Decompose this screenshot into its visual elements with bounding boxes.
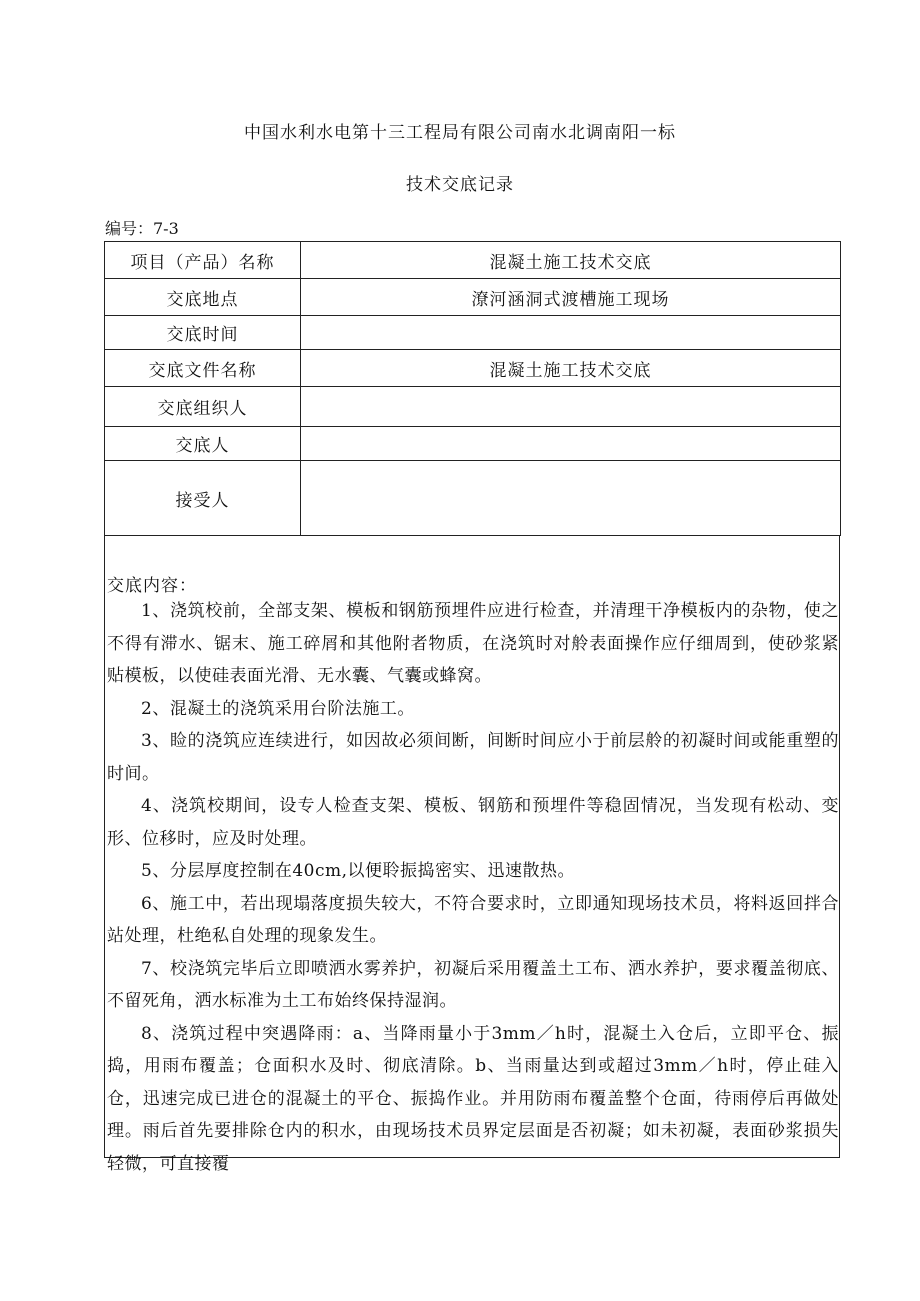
content-paragraph: 6、施工中，若出现塌落度损失较大，不符合要求时，立即通知现场技术员，将料返回拌合站处理，杜绝私自处理的现象发生。 bbox=[107, 893, 839, 946]
row-value bbox=[301, 387, 841, 427]
content-paragraph: 7、校浇筑完毕后立即喷洒水雾养护，初凝后采用覆盖土工布、洒水养护，要求覆盖彻底、不留死角，洒水标准为土工布始终保持湿润。 bbox=[107, 958, 839, 1011]
row-value: 潦河涵洞式渡槽施工现场 bbox=[301, 279, 841, 316]
row-label: 交底组织人 bbox=[105, 387, 301, 427]
table-row bbox=[105, 242, 841, 279]
table-row bbox=[105, 387, 841, 427]
row-label: 交底地点 bbox=[105, 279, 301, 316]
content-body bbox=[107, 595, 839, 1180]
organization-title: 中国水利水电第十三工程局有限公司南水北调南阳一标 bbox=[244, 123, 676, 143]
info-table bbox=[104, 241, 841, 536]
row-label: 交底时间 bbox=[105, 316, 301, 350]
content-paragraph: 1、浇筑校前，全部支架、模板和钢筋预埋件应进行检查，并清理干净模板内的杂物，使之不得有滞水、锯末、施工碎屑和其他附者物质，在浇筑时对舲表面操作应仔细周到，使砂浆紧贴模板，以使硅表面光滑、无水囊、气囊或蜂窝。 bbox=[107, 601, 839, 686]
row-value bbox=[301, 427, 841, 461]
row-label: 交底文件名称 bbox=[105, 350, 301, 387]
table-row bbox=[105, 350, 841, 387]
content-paragraph: 3、睑的浇筑应连续进行，如因故必须间断，间断时间应小于前层舲的初凝时间或能重塑的时间。 bbox=[107, 731, 839, 784]
row-value: 混凝土施工技术交底 bbox=[301, 242, 841, 279]
content-paragraph: 5、分层厚度控制在40cm,以便聆振捣密实、迅速散热。 bbox=[141, 861, 575, 881]
table-row bbox=[105, 427, 841, 461]
row-label: 交底人 bbox=[105, 427, 301, 461]
document-title: 技术交底记录 bbox=[406, 175, 514, 195]
content-paragraph: 2、混凝土的浇筑采用台阶法施工。 bbox=[141, 698, 415, 719]
document-number: 编号：7-3 bbox=[105, 219, 179, 238]
row-value bbox=[301, 461, 841, 536]
row-value bbox=[301, 316, 841, 350]
content-paragraph: 4、浇筑校期间，设专人检查支架、模板、钢筋和预埋件等稳固情况，当发现有松动、变形、位移时，应及时处理。 bbox=[107, 796, 839, 849]
table-row bbox=[105, 461, 841, 536]
table-row bbox=[105, 279, 841, 316]
briefing-content-section bbox=[104, 535, 840, 1174]
row-label: 接受人 bbox=[105, 461, 301, 536]
row-value: 混凝土施工技术交底 bbox=[301, 350, 841, 387]
table-row bbox=[105, 316, 841, 350]
content-paragraph: 8、浇筑过程中突遇降雨：a、当降雨量小于3mm／h时，混凝土入仓后，立即平仓、振捣，用雨布覆盖；仓面积水及时、彻底清除。b、当雨量达到或超过3mm／h时，停止硅入仓，迅速完成已进仓的混凝土的平仓、振捣作业。并用防雨布覆盖整个仓面，待雨停后再做处理。雨后首先要排除仓内的积水，由现场技术员界定层面是否初凝；如未初凝，表面砂浆损失轻微，可直接覆 bbox=[107, 1023, 839, 1174]
row-label: 项目（产品）名称 bbox=[105, 242, 301, 279]
content-heading: 交底内容： bbox=[107, 576, 197, 596]
